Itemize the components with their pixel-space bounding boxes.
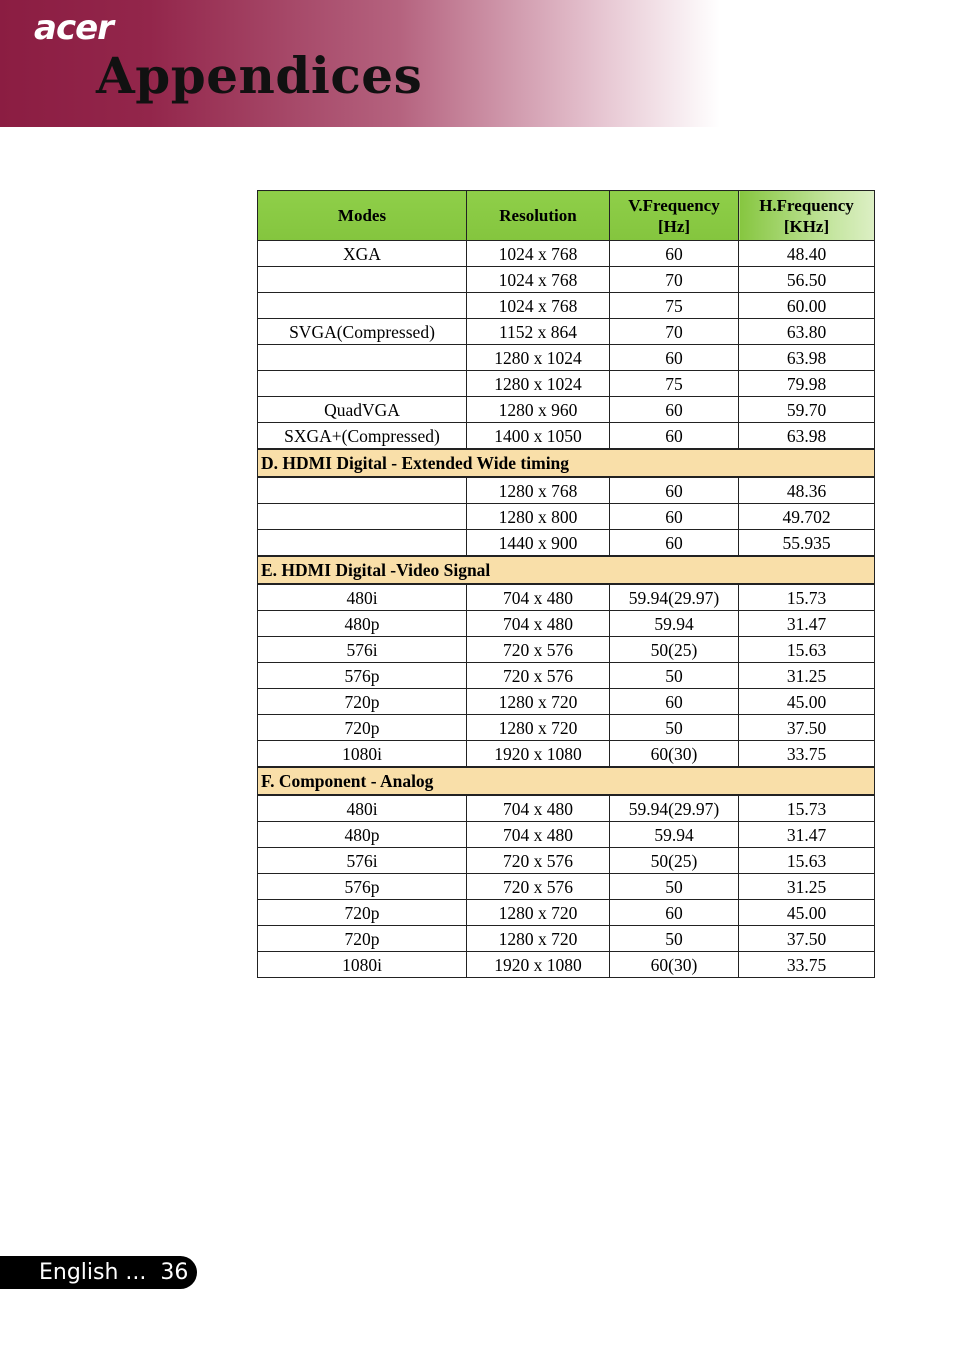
cell-mode [258, 477, 467, 504]
cell-mode: 480p [258, 822, 467, 848]
cell-h-frequency: 48.40 [739, 241, 875, 267]
cell-mode [258, 345, 467, 371]
table-header-row [258, 191, 875, 241]
column-header-v-frequency-unit: [Hz] [657, 216, 691, 236]
cell-h-frequency: 15.73 [739, 795, 875, 822]
section-title: D. HDMI Digital - Extended Wide timing [258, 449, 875, 477]
cell-h-frequency: 37.50 [739, 926, 875, 952]
table-row [258, 900, 875, 926]
cell-resolution: 1920 x 1080 [467, 741, 610, 768]
cell-resolution: 1024 x 768 [467, 267, 610, 293]
cell-mode: 1080i [258, 952, 467, 978]
cell-h-frequency: 33.75 [739, 952, 875, 978]
cell-h-frequency: 31.47 [739, 822, 875, 848]
section-header-row [258, 767, 875, 795]
cell-mode: 720p [258, 715, 467, 741]
cell-mode: 576i [258, 848, 467, 874]
cell-resolution: 1280 x 720 [467, 900, 610, 926]
cell-v-frequency: 60(30) [610, 741, 739, 768]
cell-resolution: 1280 x 768 [467, 477, 610, 504]
cell-mode: 480i [258, 584, 467, 611]
footer-language: English ... [39, 1260, 147, 1285]
cell-v-frequency: 75 [610, 293, 739, 319]
cell-h-frequency: 31.25 [739, 874, 875, 900]
table-row [258, 663, 875, 689]
cell-v-frequency: 59.94 [610, 822, 739, 848]
column-header-modes: Modes [258, 191, 467, 241]
table-row [258, 241, 875, 267]
cell-mode: 480p [258, 611, 467, 637]
cell-v-frequency: 60 [610, 423, 739, 450]
cell-v-frequency: 50(25) [610, 637, 739, 663]
table-row [258, 637, 875, 663]
cell-mode: SVGA(Compressed) [258, 319, 467, 345]
column-header-h-frequency-name: H.Frequency [759, 195, 854, 215]
cell-resolution: 1280 x 800 [467, 504, 610, 530]
section-title: F. Component - Analog [258, 767, 875, 795]
cell-h-frequency: 63.98 [739, 345, 875, 371]
section-title: E. HDMI Digital -Video Signal [258, 556, 875, 584]
section-header-row [258, 449, 875, 477]
cell-resolution: 704 x 480 [467, 611, 610, 637]
cell-resolution: 720 x 576 [467, 637, 610, 663]
cell-v-frequency: 60 [610, 504, 739, 530]
cell-h-frequency: 45.00 [739, 900, 875, 926]
table-row [258, 822, 875, 848]
cell-mode: 576p [258, 874, 467, 900]
cell-v-frequency: 60(30) [610, 952, 739, 978]
cell-mode [258, 293, 467, 319]
cell-mode: SXGA+(Compressed) [258, 423, 467, 450]
cell-h-frequency: 37.50 [739, 715, 875, 741]
footer-page-tab [0, 1256, 197, 1289]
cell-h-frequency: 59.70 [739, 397, 875, 423]
cell-v-frequency: 59.94(29.97) [610, 584, 739, 611]
cell-h-frequency: 45.00 [739, 689, 875, 715]
cell-mode [258, 504, 467, 530]
page-title: Appendices [96, 46, 423, 105]
cell-resolution: 1440 x 900 [467, 530, 610, 557]
cell-resolution: 1024 x 768 [467, 241, 610, 267]
table-row [258, 397, 875, 423]
table-row [258, 293, 875, 319]
table-row [258, 952, 875, 978]
table-row [258, 874, 875, 900]
cell-resolution: 1920 x 1080 [467, 952, 610, 978]
cell-v-frequency: 50(25) [610, 848, 739, 874]
cell-h-frequency: 33.75 [739, 741, 875, 768]
column-header-resolution: Resolution [467, 191, 610, 241]
cell-mode [258, 267, 467, 293]
cell-resolution: 1024 x 768 [467, 293, 610, 319]
cell-v-frequency: 60 [610, 345, 739, 371]
cell-h-frequency: 63.98 [739, 423, 875, 450]
table-row [258, 423, 875, 450]
cell-h-frequency: 60.00 [739, 293, 875, 319]
cell-mode: QuadVGA [258, 397, 467, 423]
cell-v-frequency: 50 [610, 874, 739, 900]
cell-v-frequency: 59.94(29.97) [610, 795, 739, 822]
cell-mode: 720p [258, 689, 467, 715]
cell-resolution: 1152 x 864 [467, 319, 610, 345]
cell-mode: 1080i [258, 741, 467, 768]
cell-mode: 720p [258, 926, 467, 952]
table-row [258, 848, 875, 874]
cell-mode: XGA [258, 241, 467, 267]
cell-resolution: 704 x 480 [467, 822, 610, 848]
cell-h-frequency: 49.702 [739, 504, 875, 530]
cell-resolution: 720 x 576 [467, 848, 610, 874]
cell-h-frequency: 15.63 [739, 848, 875, 874]
cell-h-frequency: 56.50 [739, 267, 875, 293]
table-row [258, 345, 875, 371]
footer-page-number: 36 [160, 1260, 189, 1285]
cell-v-frequency: 70 [610, 319, 739, 345]
table-row [258, 267, 875, 293]
cell-v-frequency: 60 [610, 530, 739, 557]
cell-resolution: 1400 x 1050 [467, 423, 610, 450]
table-row [258, 504, 875, 530]
table-row [258, 795, 875, 822]
table-row [258, 319, 875, 345]
table-row [258, 926, 875, 952]
cell-mode: 576p [258, 663, 467, 689]
cell-resolution: 1280 x 1024 [467, 371, 610, 397]
column-header-v-frequency-name: V.Frequency [628, 195, 720, 215]
cell-resolution: 720 x 576 [467, 663, 610, 689]
table-row [258, 371, 875, 397]
table-row [258, 611, 875, 637]
cell-v-frequency: 75 [610, 371, 739, 397]
cell-h-frequency: 15.73 [739, 584, 875, 611]
cell-resolution: 704 x 480 [467, 584, 610, 611]
cell-v-frequency: 60 [610, 241, 739, 267]
column-header-v-frequency [610, 191, 739, 241]
cell-mode [258, 371, 467, 397]
cell-v-frequency: 60 [610, 397, 739, 423]
cell-h-frequency: 31.47 [739, 611, 875, 637]
cell-v-frequency: 59.94 [610, 611, 739, 637]
table-row [258, 584, 875, 611]
compatibility-modes-table [257, 190, 875, 978]
cell-h-frequency: 31.25 [739, 663, 875, 689]
cell-v-frequency: 50 [610, 926, 739, 952]
cell-resolution: 1280 x 720 [467, 926, 610, 952]
table-body [258, 241, 875, 978]
cell-h-frequency: 48.36 [739, 477, 875, 504]
table-row [258, 715, 875, 741]
cell-mode [258, 530, 467, 557]
cell-h-frequency: 63.80 [739, 319, 875, 345]
cell-v-frequency: 60 [610, 477, 739, 504]
table-row [258, 689, 875, 715]
cell-resolution: 704 x 480 [467, 795, 610, 822]
cell-h-frequency: 79.98 [739, 371, 875, 397]
cell-resolution: 1280 x 960 [467, 397, 610, 423]
cell-h-frequency: 55.935 [739, 530, 875, 557]
column-header-h-frequency-unit: [KHz] [783, 216, 830, 236]
cell-v-frequency: 60 [610, 689, 739, 715]
cell-mode: 576i [258, 637, 467, 663]
cell-resolution: 720 x 576 [467, 874, 610, 900]
table-row [258, 530, 875, 557]
cell-resolution: 1280 x 720 [467, 689, 610, 715]
table-row [258, 741, 875, 768]
cell-h-frequency: 15.63 [739, 637, 875, 663]
section-header-row [258, 556, 875, 584]
cell-v-frequency: 70 [610, 267, 739, 293]
cell-resolution: 1280 x 1024 [467, 345, 610, 371]
acer-logo: acer [34, 8, 113, 48]
table-row [258, 477, 875, 504]
cell-v-frequency: 50 [610, 663, 739, 689]
cell-resolution: 1280 x 720 [467, 715, 610, 741]
cell-v-frequency: 60 [610, 900, 739, 926]
cell-mode: 480i [258, 795, 467, 822]
column-header-h-frequency [739, 191, 875, 241]
cell-mode: 720p [258, 900, 467, 926]
cell-v-frequency: 50 [610, 715, 739, 741]
